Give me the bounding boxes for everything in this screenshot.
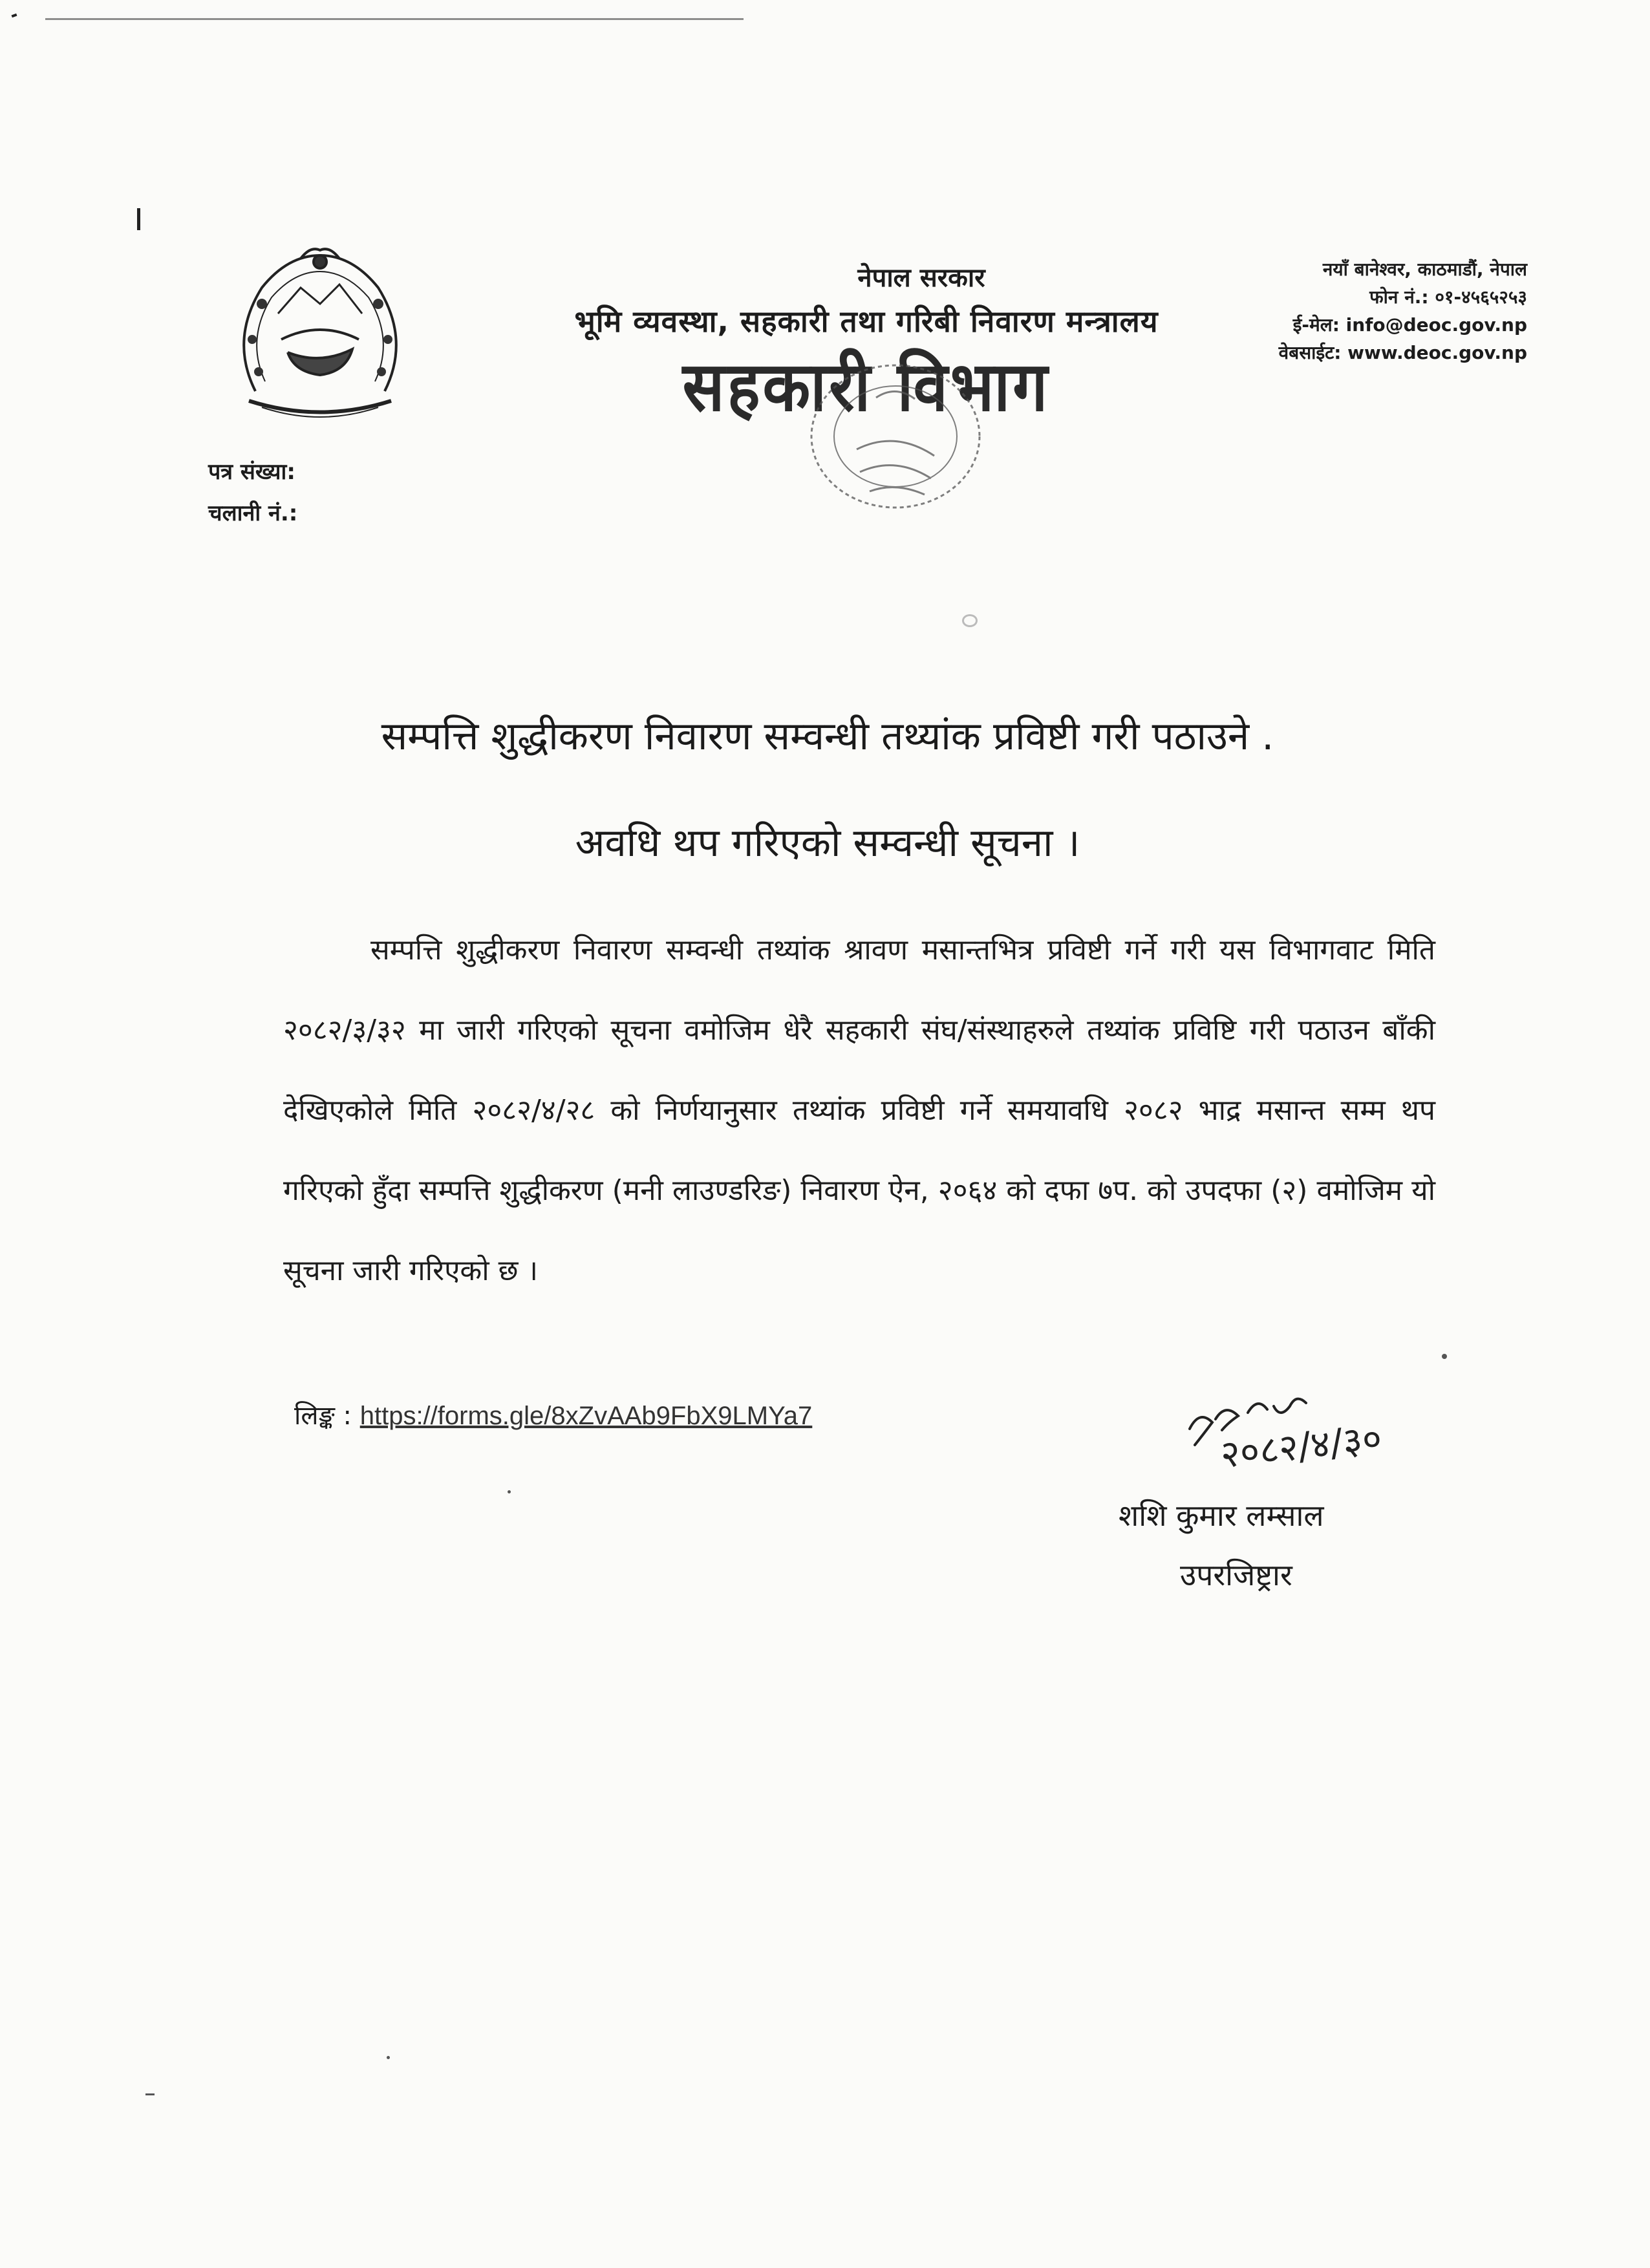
notice-title-line1: सम्पत्ति शुद्धीकरण निवारण सम्वन्धी तथ्यांक प्रविष्टी गरी पठाउने . [381, 714, 1274, 759]
letter-number-label: पत्र संख्या: [208, 459, 295, 485]
signer-name: शशि कुमार लम्साल [1119, 1498, 1324, 1533]
signature-date: २०८२/४/३० [1218, 1416, 1384, 1477]
scan-artifact-dash [145, 2093, 155, 2095]
scan-artifact-mark [12, 14, 17, 17]
office-email: ई-मेल: info@deoc.gov.np [1292, 314, 1527, 336]
scan-artifact-line [45, 18, 744, 20]
form-link-line [294, 1396, 812, 1432]
government-name: नेपाल सरकार [857, 263, 985, 293]
office-website: वेबसाईट: www.deoc.gov.np [1278, 342, 1527, 363]
nepal-emblem-icon [217, 242, 423, 423]
signer-designation: उपरजिष्ट्रार [1180, 1557, 1292, 1592]
notice-title-line2: अवधि थप गरिएको सम्वन्धी सूचना । [575, 820, 1080, 866]
ministry-name: भूमि व्यवस्था, सहकारी तथा गरिबी निवारण मन्त्रालय [574, 304, 1159, 339]
google-form-link[interactable]: https://forms.gle/8xZvAAb9FbX9LMYa7 [359, 1402, 813, 1430]
signer-block [1119, 1486, 1324, 1605]
reference-block [208, 451, 297, 534]
scan-artifact-mark [137, 208, 140, 230]
notice-body-text: सम्पत्ति शुद्धीकरण निवारण सम्वन्धी तथ्यांक श्रावण मसान्तभित्र प्रविष्टी गर्ने गरी यस विभागवाट मिति २०८२/३/३२ मा जारी गरिएको सूचना वमोजिम धेरै सहकारी संघ/संस्थाहरुले तथ्यांक प्रविष्टि गरी पठाउन बाँकी देखिएकोले मिति २०८२/४/२८ को निर्णयानुसार तथ्यांक प्रविष्टी गर्ने समयावधि २०८२ भाद्र मसान्त सम्म थप गरिएको हुँदा सम्पत्ति शुद्धीकरण (मनी लाउण्डरिङ) निवारण ऐन, २०६४ को दफा ७प. को उपदफा (२) वमोजिम यो सूचना जारी गरिएको छ । [283, 934, 1435, 1287]
scan-artifact-dot [1442, 1354, 1447, 1359]
scan-artifact-dot [508, 1490, 511, 1493]
office-seal-stamp [798, 359, 992, 520]
notice-body [283, 910, 1435, 1311]
office-phone: फोन नं.: ०१-४५६५२५३ [1369, 286, 1527, 308]
scan-artifact-dot [387, 2056, 390, 2059]
department-name: सहकारी विभाग [682, 346, 1051, 427]
scan-artifact-blot [962, 614, 978, 627]
contact-block [1279, 255, 1527, 367]
office-address: नयाँ बानेश्वर, काठमाडौं, नेपाल [1322, 259, 1527, 280]
handwritten-signature [1177, 1384, 1487, 1500]
link-label: लिङ्क : [294, 1401, 352, 1431]
dispatch-number-label: चलानी नं.: [208, 500, 298, 526]
